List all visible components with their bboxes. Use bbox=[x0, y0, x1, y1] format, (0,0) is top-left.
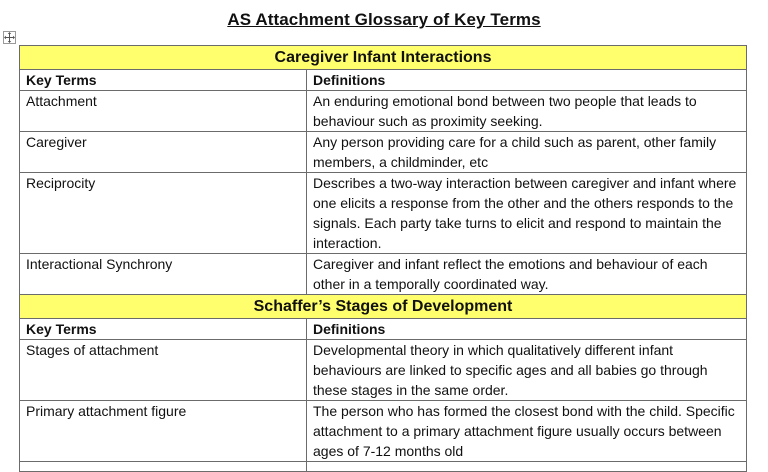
section-title: Schaffer’s Stages of Development bbox=[20, 295, 747, 319]
definition-cell: The person who has formed the closest bond with the child. Specific attachment to a primary attachment figure usually occurs between ages of 7-12 months old bbox=[307, 401, 747, 462]
column-header-row bbox=[20, 319, 747, 340]
column-header-definitions: Definitions bbox=[307, 319, 747, 340]
term-cell: Stages of attachment bbox=[20, 340, 307, 401]
term-cell: Caregiver bbox=[20, 132, 307, 173]
definition-cell: An enduring emotional bond between two people that leads to behaviour such as proximity seeking. bbox=[307, 91, 747, 132]
definition-cell: Developmental theory in which qualitatively different infant behaviours are linked to specific ages and all babies go through these stages in the same order. bbox=[307, 340, 747, 401]
table-row-cut-off bbox=[20, 462, 747, 472]
table-row bbox=[20, 401, 747, 462]
definition-cell: Any person providing care for a child such as parent, other family members, a childminder, etc bbox=[307, 132, 747, 173]
definition-cell: Describes a two-way interaction between caregiver and infant where one elicits a response from the other and the others responds to the signals. Each party take turns to elicit and respond to maintain the interaction. bbox=[307, 173, 747, 254]
term-cell: Primary attachment figure bbox=[20, 401, 307, 462]
table-move-handle[interactable] bbox=[3, 31, 16, 44]
table-row bbox=[20, 340, 747, 401]
definition-cell: Caregiver and infant reflect the emotions and behaviour of each other in a temporally coordinated way. bbox=[307, 254, 747, 295]
column-header-definitions: Definitions bbox=[307, 70, 747, 91]
term-cell-empty bbox=[20, 462, 307, 472]
section-header-row bbox=[20, 295, 747, 319]
column-header-key-terms: Key Terms bbox=[20, 70, 307, 91]
table-row bbox=[20, 173, 747, 254]
column-header-key-terms: Key Terms bbox=[20, 319, 307, 340]
term-cell: Reciprocity bbox=[20, 173, 307, 254]
term-cell: Interactional Synchrony bbox=[20, 254, 307, 295]
table-row bbox=[20, 254, 747, 295]
table-row bbox=[20, 132, 747, 173]
document-title: AS Attachment Glossary of Key Terms bbox=[227, 10, 541, 29]
column-header-row bbox=[20, 70, 747, 91]
definition-cell-empty bbox=[307, 462, 747, 472]
term-cell: Attachment bbox=[20, 91, 307, 132]
section-title: Caregiver Infant Interactions bbox=[20, 46, 747, 70]
table-row bbox=[20, 91, 747, 132]
glossary-table bbox=[19, 45, 747, 472]
four-way-arrow-move-icon bbox=[4, 32, 15, 43]
section-header-row bbox=[20, 46, 747, 70]
